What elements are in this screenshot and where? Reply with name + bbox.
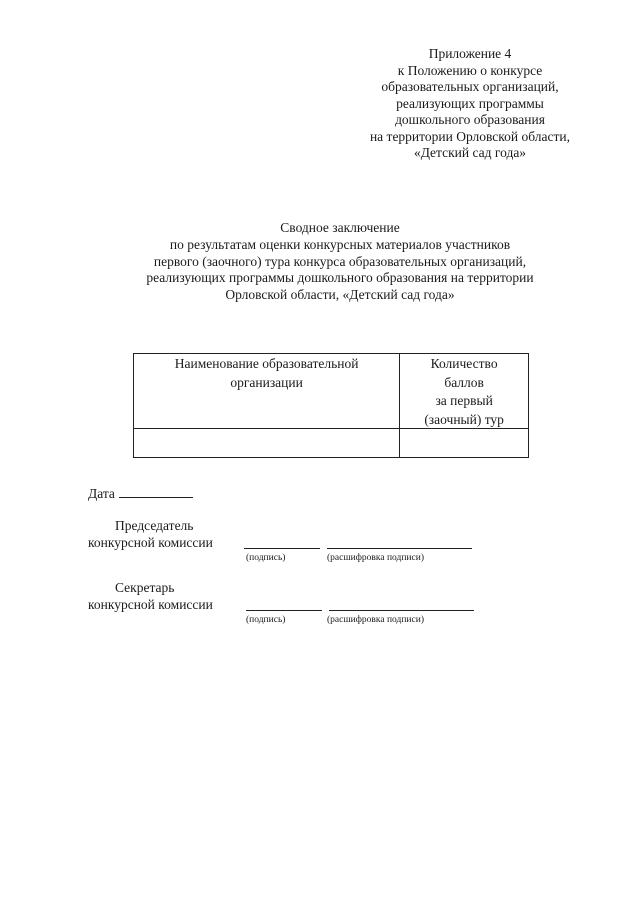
date-blank-line[interactable]	[119, 485, 193, 498]
secretary-transcript-caption: (расшифровка подписи)	[327, 615, 424, 625]
appendix-line: «Детский сад года»	[413, 145, 527, 160]
header-line: баллов	[444, 374, 484, 390]
appendix-line: Приложение 4	[428, 46, 512, 61]
table-header-row	[134, 354, 529, 429]
chairman-commission: конкурсной комиссии	[88, 534, 213, 550]
appendix-line: на территории Орловской области,	[369, 128, 571, 144]
results-table	[133, 353, 529, 458]
title-line: первого (заочного) тура конкурса образовательных организаций,	[153, 253, 527, 269]
appendix-line: реализующих программы	[396, 95, 544, 111]
document-title	[110, 220, 570, 304]
secretary-transcript-line[interactable]	[329, 610, 474, 611]
secretary-label	[88, 580, 213, 613]
chairman-transcript-caption: (расшифровка подписи)	[327, 553, 424, 563]
table-row	[134, 429, 529, 458]
secretary-signature-line[interactable]	[246, 610, 322, 611]
chairman-transcript-line[interactable]	[327, 548, 472, 549]
header-line: Количество	[430, 356, 498, 371]
header-line: (заочный) тур	[424, 411, 504, 427]
appendix-line: дошкольного образования	[395, 112, 545, 127]
header-line: Наименование образовательной	[174, 356, 359, 371]
secretary-title: Секретарь	[115, 580, 175, 595]
header-line: за первый	[435, 393, 493, 408]
chairman-signature-line[interactable]	[244, 548, 320, 549]
chairman-title: Председатель	[115, 518, 194, 533]
header-line: организации	[230, 374, 303, 390]
date-label: Дата	[88, 486, 115, 501]
header-score	[400, 354, 529, 429]
cell-score[interactable]	[400, 429, 529, 458]
appendix-line: образовательных организаций,	[381, 79, 559, 94]
chairman-label	[88, 518, 213, 551]
secretary-commission: конкурсной комиссии	[88, 596, 213, 612]
title-line: Сводное заключение	[280, 220, 400, 235]
cell-organization-name[interactable]	[134, 429, 400, 458]
title-line: Орловской области, «Детский сад года»	[225, 287, 455, 303]
chairman-signature-caption: (подпись)	[246, 553, 286, 563]
header-organization-name	[134, 354, 400, 429]
appendix-line: к Положению о конкурсе	[397, 62, 543, 78]
title-line: по результатам оценки конкурсных материалов участников	[169, 236, 511, 252]
date-field	[88, 485, 193, 502]
secretary-signature-caption: (подпись)	[246, 615, 286, 625]
appendix-block	[350, 46, 590, 162]
title-line: реализующих программы дошкольного образования на территории	[146, 270, 534, 286]
